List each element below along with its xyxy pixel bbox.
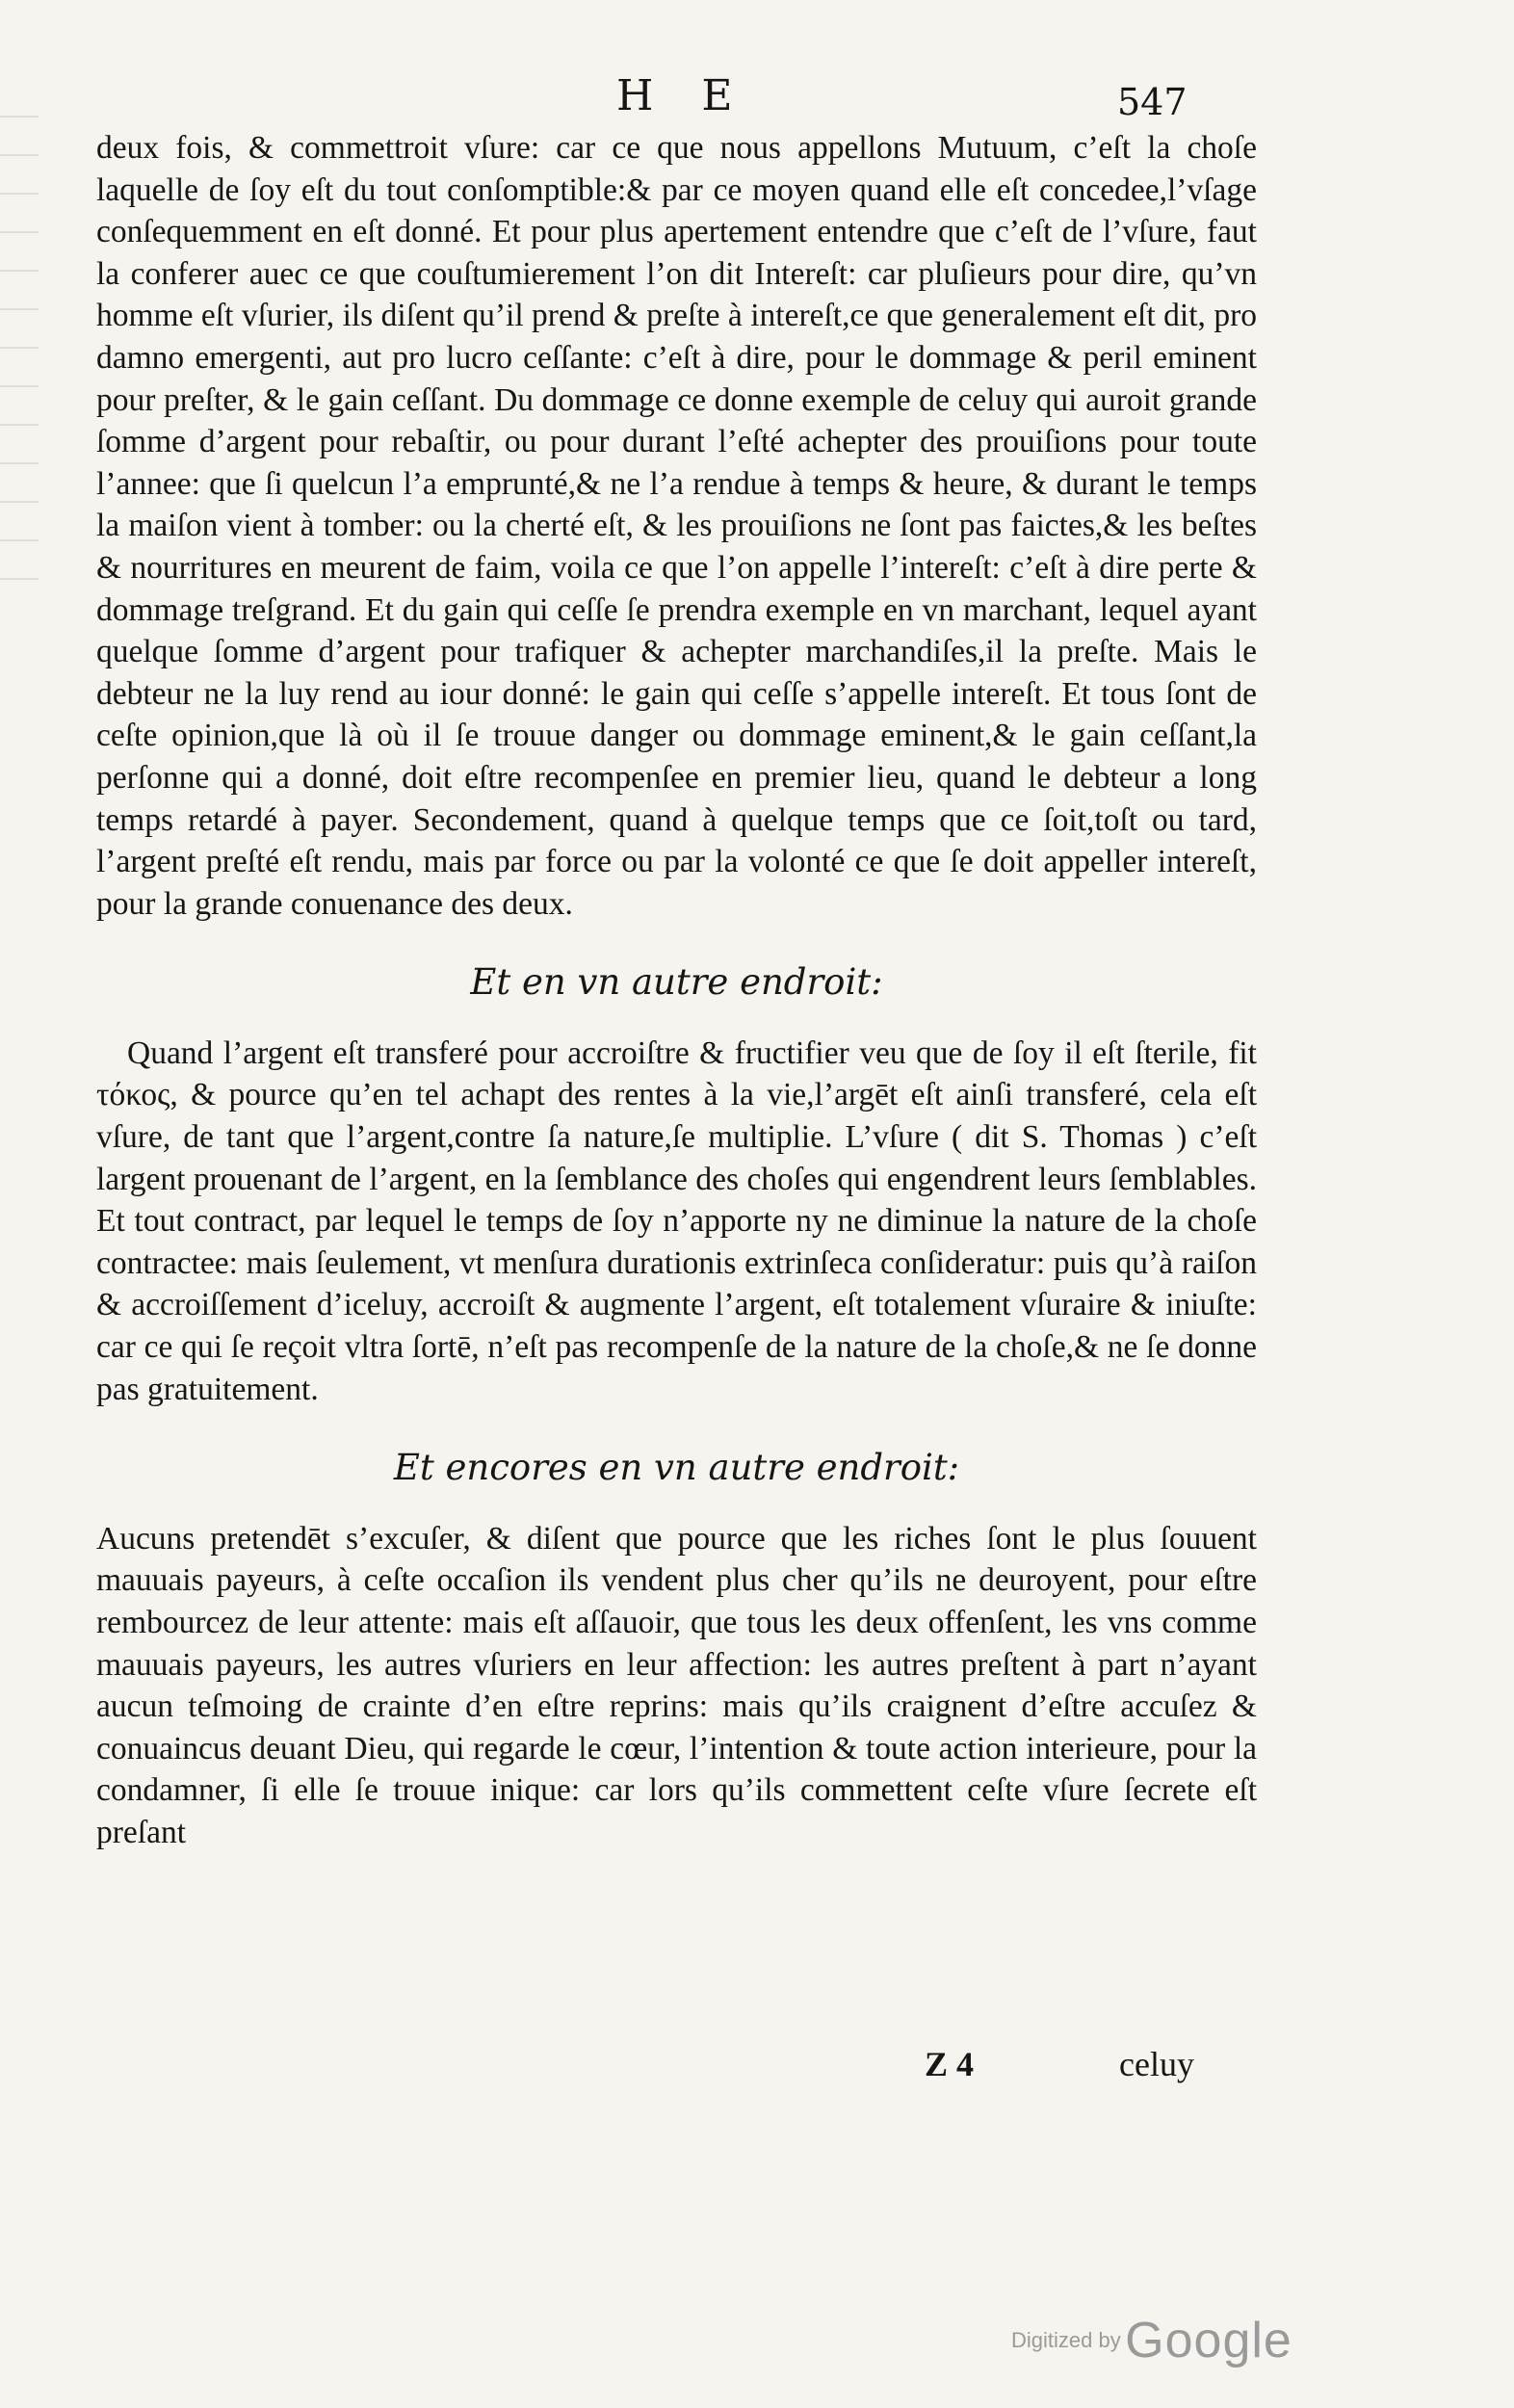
- running-title: H E: [616, 71, 750, 120]
- watermark-by: Digitized by: [1011, 2328, 1121, 2352]
- signature-mark: Z 4: [925, 2045, 975, 2083]
- running-header: [0, 71, 1514, 129]
- page-footer: [0, 2044, 1514, 2092]
- paragraph-3: Aucuns pretendēt s’excuſer, & diſent que pource que les riches ſont le plus ſouuent mauuais payeurs, à ceſte occaſion ils vendent plus cher qu’ils ne deuroyent, pour eſtre rembourcez de leur attente: mais eſt aſſauoir, que tous les deux offenſent, les vns comme mauuais payeurs, les autres vſuriers en leur affection: les autres preſtent à part n’ayant aucun teſmoing de crainte d’en eſtre reprins: mais qu’ils craignent d’eſtre accuſez & conuaincus deuant Dieu, qui regarde le cœur, l’intention & toute action interieure, pour la condamner, ſi elle ſe trouue inique: car lors qu’ils commettent ceſte vſure ſecrete eſt preſant: [96, 1520, 1257, 1850]
- google-logo: Google: [1125, 2313, 1292, 2369]
- main-text: [96, 127, 1257, 1854]
- catchword: celuy: [1119, 2045, 1194, 2083]
- margin-bleed-marks: [0, 116, 39, 616]
- paragraph-2: Quand l’argent eſt transferé pour accroiſtre & fructifier veu que de ſoy il eſt ſterile, fit τόκος, & pource qu’en tel achapt des rentes à la vie,l’argēt eſt ainſi transferé, cela eſt vſure, de tant que l’argent,contre ſa nature,ſe multiplie. L’vſure ( dit S. Thomas ) c’eſt largent prouenant de l’argent, en la ſemblance des choſes qui engendrent leurs ſemblables. Et tout contract, par lequel le temps de ſoy n’apporte ny ne diminue la nature de la choſe contractee: mais ſeulement, vt menſura durationis extrinſeca conſideratur: puis qu’à raiſon & accroiſſement d’iceluy, accroiſt & augmente l’argent, eſt totalement vſuraire & iniuſte: car ce qui ſe reçoit vltra ſortē, n’eſt pas recompenſe de la nature de la choſe,& ne ſe donne pas gratuitement.: [96, 1034, 1257, 1407]
- page-number: 547: [1117, 81, 1188, 123]
- section-heading-2: Et encores en vn autre endroit:: [393, 1447, 960, 1489]
- digitization-watermark: [1011, 2312, 1292, 2369]
- section-heading-1: Et en vn autre endroit:: [470, 961, 883, 1004]
- paragraph-1: deux fois, & commettroit vſure: car ce que nous appellons Mutuum, c’eſt la choſe laquelle de ſoy eſt du tout conſomptible:& par ce moyen quand elle eſt concedee,l’vſage conſequemment en eſt donné. Et pour plus apertement entendre que c’eſt de l’vſure, faut la conferer auec ce que couſtumierement l’on dit Intereſt: car pluſieurs pour dire, qu’vn homme eſt vſurier, ils diſent qu’il prend & preſte à intereſt,ce que generalement eſt dit, pro damno emergenti, aut pro lucro ceſſante: c’eſt à dire, pour le dommage & peril eminent pour preſter, & le gain ceſſant. Du dommage ce donne exemple de celuy qui auroit grande ſomme d’argent pour rebaſtir, ou pour durant l’eſté achepter des prouiſions pour toute l’annee: que ſi quelcun l’a emprunté,& ne l’a rendue à temps & heure, & durant le temps la maiſon vient à tomber: ou la cherté eſt, & les prouiſions ne ſont pas faictes,& les beſtes & nourritures en meurent de faim, voila ce que l’on appelle l’intereſt: c’eſt à dire perte & dommage treſgrand. Et du gain qui ceſſe ſe prendra exemple en vn marchant, lequel ayant quelque ſomme d’argent pour trafiquer & achepter marchandiſes,il la preſte. Mais le debteur ne la luy rend au iour donné: le gain qui ceſſe s’appelle intereſt. Et tous ſont de ceſte opinion,que là où il ſe trouue danger ou dommage eminent,& le gain ceſſant,la perſonne qui a donné, doit eſtre recompenſee en premier lieu, quand le debteur a long temps retardé à payer. Secondement, quand à quelque temps que ce ſoit,toſt ou tard, l’argent preſté eſt rendu, mais par force ou par la volonté ce que ſe doit appeller intereſt, pour la grande conuenance des deux.: [96, 130, 1257, 922]
